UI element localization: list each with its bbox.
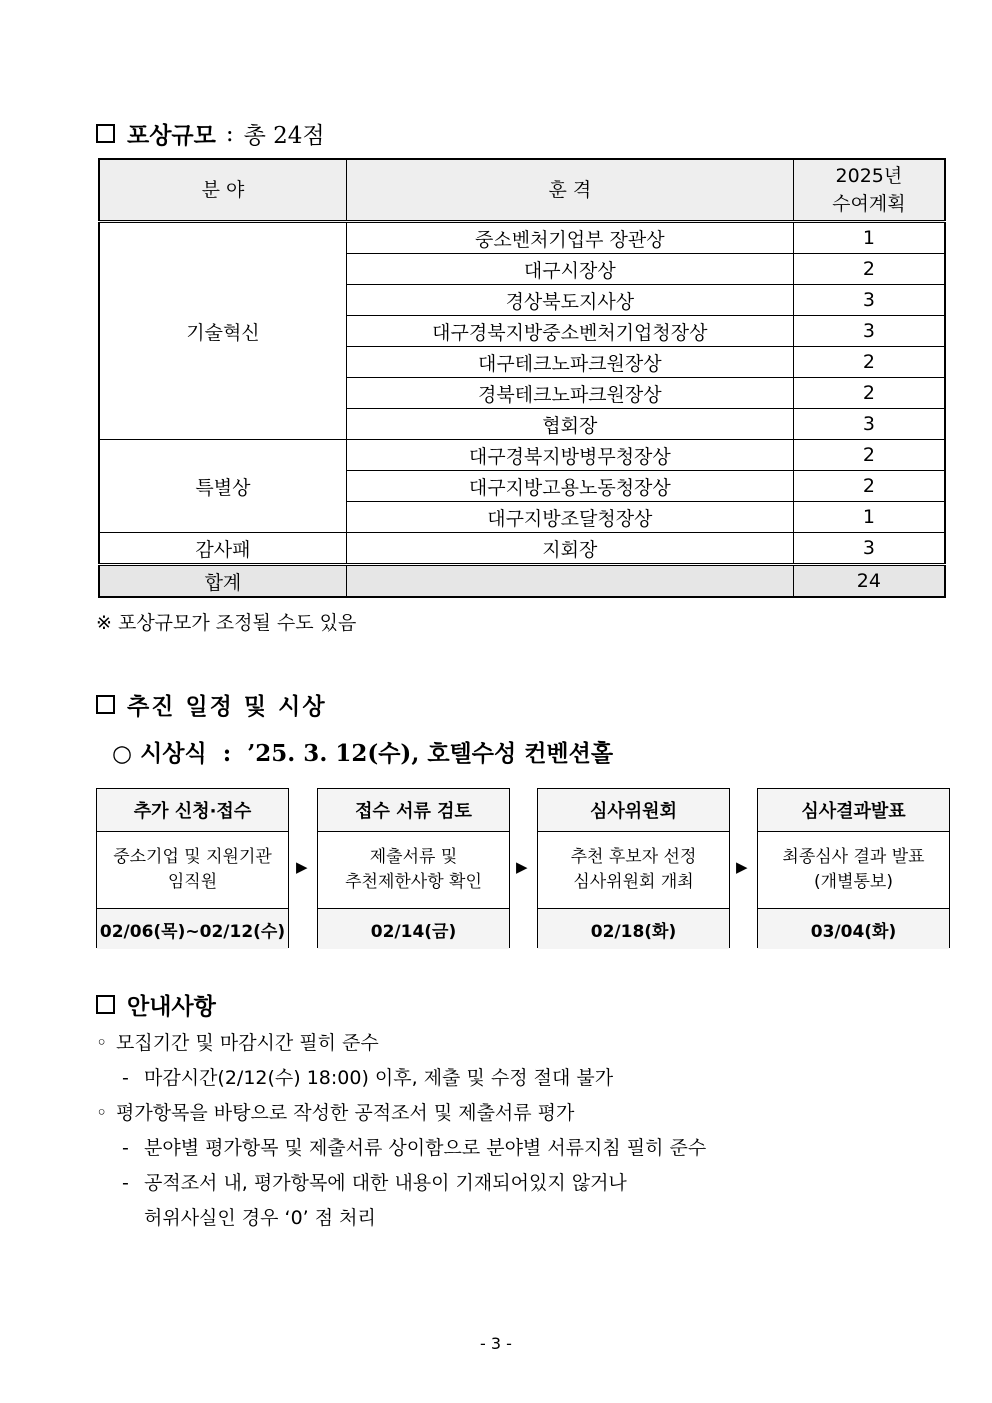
notice-text: 모집기간 및 마감시간 필히 준수 — [116, 1032, 379, 1054]
flow-step-application — [96, 788, 289, 948]
flow-step-desc — [318, 832, 509, 909]
count-cell: 1 — [793, 222, 945, 254]
notice-text: 분야별 평가항목 및 제출서류 상이함으로 분야별 서류지침 필히 준수 — [144, 1137, 707, 1159]
notice-text: 허위사실인 경우 ‘0’ 점 처리 — [144, 1207, 376, 1229]
header-field: 분 야 — [99, 159, 346, 222]
flow-step-committee — [537, 788, 730, 948]
count-cell: 2 — [793, 440, 945, 471]
section-title: 안내사항 — [127, 993, 216, 1020]
notice-bullet: ◦ — [96, 1032, 108, 1054]
count-cell: 2 — [793, 471, 945, 502]
award-cell: 경상북도지사상 — [346, 285, 793, 316]
table-header-row — [99, 159, 945, 222]
notice-item — [122, 1168, 627, 1195]
flow-step-date: 02/18(화) — [538, 909, 729, 949]
flow-step-desc-line: (개별통보) — [814, 872, 893, 892]
flow-step-desc — [758, 832, 949, 909]
ceremony-label: 시상식 — [140, 740, 207, 767]
notice-item — [96, 1098, 574, 1125]
award-cell: 대구시장상 — [346, 254, 793, 285]
notice-text: 평가항목을 바탕으로 작성한 공적조서 및 제출서류 평가 — [116, 1102, 575, 1124]
ceremony-line — [112, 735, 613, 768]
flow-step-desc-line: 추천제한사항 확인 — [345, 872, 482, 892]
section-title: 추진 일정 및 시상 — [127, 693, 327, 720]
award-cell: 대구경북지방중소벤처기업청장상 — [346, 316, 793, 347]
award-cell: 대구지방조달청장상 — [346, 502, 793, 533]
flow-step-date: 03/04(화) — [758, 909, 949, 949]
flow-arrow-icon: ▶ — [296, 858, 308, 876]
table-row — [99, 440, 945, 471]
total-count: 24 — [793, 565, 945, 598]
flow-step-title: 심사결과발표 — [758, 789, 949, 832]
flow-step-announcement — [757, 788, 950, 948]
table-row — [99, 533, 945, 565]
section-suffix: 총 24점 — [243, 123, 325, 149]
flow-step-desc-line: 심사위원회 개최 — [573, 872, 694, 892]
field-cell: 감사패 — [99, 533, 346, 565]
notice-bullet: - — [122, 1137, 129, 1159]
header-award: 훈 격 — [346, 159, 793, 222]
flow-arrow-icon: ▶ — [736, 858, 748, 876]
flow-step-title: 추가 신청·접수 — [97, 789, 288, 832]
count-cell: 3 — [793, 316, 945, 347]
field-cell: 특별상 — [99, 440, 346, 533]
header-plan-year: 2025년 — [835, 165, 903, 187]
flow-step-date: 02/06(목)~02/12(수) — [97, 909, 288, 949]
flow-step-title: 심사위원회 — [538, 789, 729, 832]
notice-item — [96, 1028, 379, 1055]
notice-text: 마감시간(2/12(수) 18:00) 이후, 제출 및 수정 절대 불가 — [144, 1067, 614, 1089]
flow-step-desc-line: 중소기업 및 지원기관 — [113, 847, 272, 867]
award-cell: 경북테크노파크원장상 — [346, 378, 793, 409]
count-cell: 1 — [793, 502, 945, 533]
flow-arrow-icon: ▶ — [516, 858, 528, 876]
ceremony-separator: : — [222, 740, 232, 767]
field-cell: 기술혁신 — [99, 222, 346, 440]
notice-item — [122, 1063, 613, 1090]
flow-step-review — [317, 788, 510, 948]
section-heading-schedule — [96, 688, 327, 721]
ceremony-value: ’25. 3. 12(수), 호텔수성 컨벤션홀 — [247, 740, 614, 767]
flow-step-desc-line: 추천 후보자 선정 — [570, 847, 697, 867]
count-cell: 3 — [793, 285, 945, 316]
total-award — [346, 565, 793, 598]
flow-step-desc-line: 제출서류 및 — [369, 847, 458, 867]
checkbox-square-icon — [96, 695, 115, 714]
section-title: 포상규모 — [127, 122, 216, 149]
award-cell: 대구경북지방병무청장상 — [346, 440, 793, 471]
award-cell: 지회장 — [346, 533, 793, 565]
notice-bullet: ◦ — [96, 1102, 108, 1124]
table-row — [99, 222, 945, 254]
header-plan-label: 수여계획 — [832, 193, 906, 215]
checkbox-square-icon — [96, 124, 115, 143]
award-table — [98, 158, 946, 598]
table-note: ※ 포상규모가 조정될 수도 있음 — [96, 612, 357, 634]
award-cell: 대구지방고용노동청장상 — [346, 471, 793, 502]
count-cell: 2 — [793, 378, 945, 409]
section-separator: : — [225, 120, 234, 147]
flow-step-desc — [538, 832, 729, 909]
flow-step-desc-line: 임직원 — [167, 872, 218, 892]
checkbox-square-icon — [96, 995, 115, 1014]
flow-step-date: 02/14(금) — [318, 909, 509, 949]
count-cell: 2 — [793, 254, 945, 285]
award-cell: 대구테크노파크원장상 — [346, 347, 793, 378]
header-plan — [793, 159, 945, 222]
award-cell: 중소벤처기업부 장관상 — [346, 222, 793, 254]
page-number: - 3 - — [480, 1334, 512, 1353]
notice-text: 공적조서 내, 평가항목에 대한 내용이 기재되어있지 않거나 — [144, 1172, 627, 1194]
notice-item — [122, 1203, 376, 1230]
notice-bullet: - — [122, 1172, 129, 1194]
count-cell: 3 — [793, 409, 945, 440]
flow-step-desc — [97, 832, 288, 909]
flow-step-desc-line: 최종심사 결과 발표 — [782, 847, 925, 867]
section-heading-notice — [96, 988, 216, 1021]
award-cell: 협회장 — [346, 409, 793, 440]
count-cell: 2 — [793, 347, 945, 378]
count-cell: 3 — [793, 533, 945, 565]
ceremony-bullet: ○ — [112, 740, 133, 767]
section-heading-award-scale — [96, 117, 325, 150]
notice-bullet: - — [122, 1067, 129, 1089]
flow-step-title: 접수 서류 검토 — [318, 789, 509, 832]
total-label: 합계 — [99, 565, 346, 598]
notice-item — [122, 1133, 706, 1160]
table-total-row — [99, 565, 945, 598]
